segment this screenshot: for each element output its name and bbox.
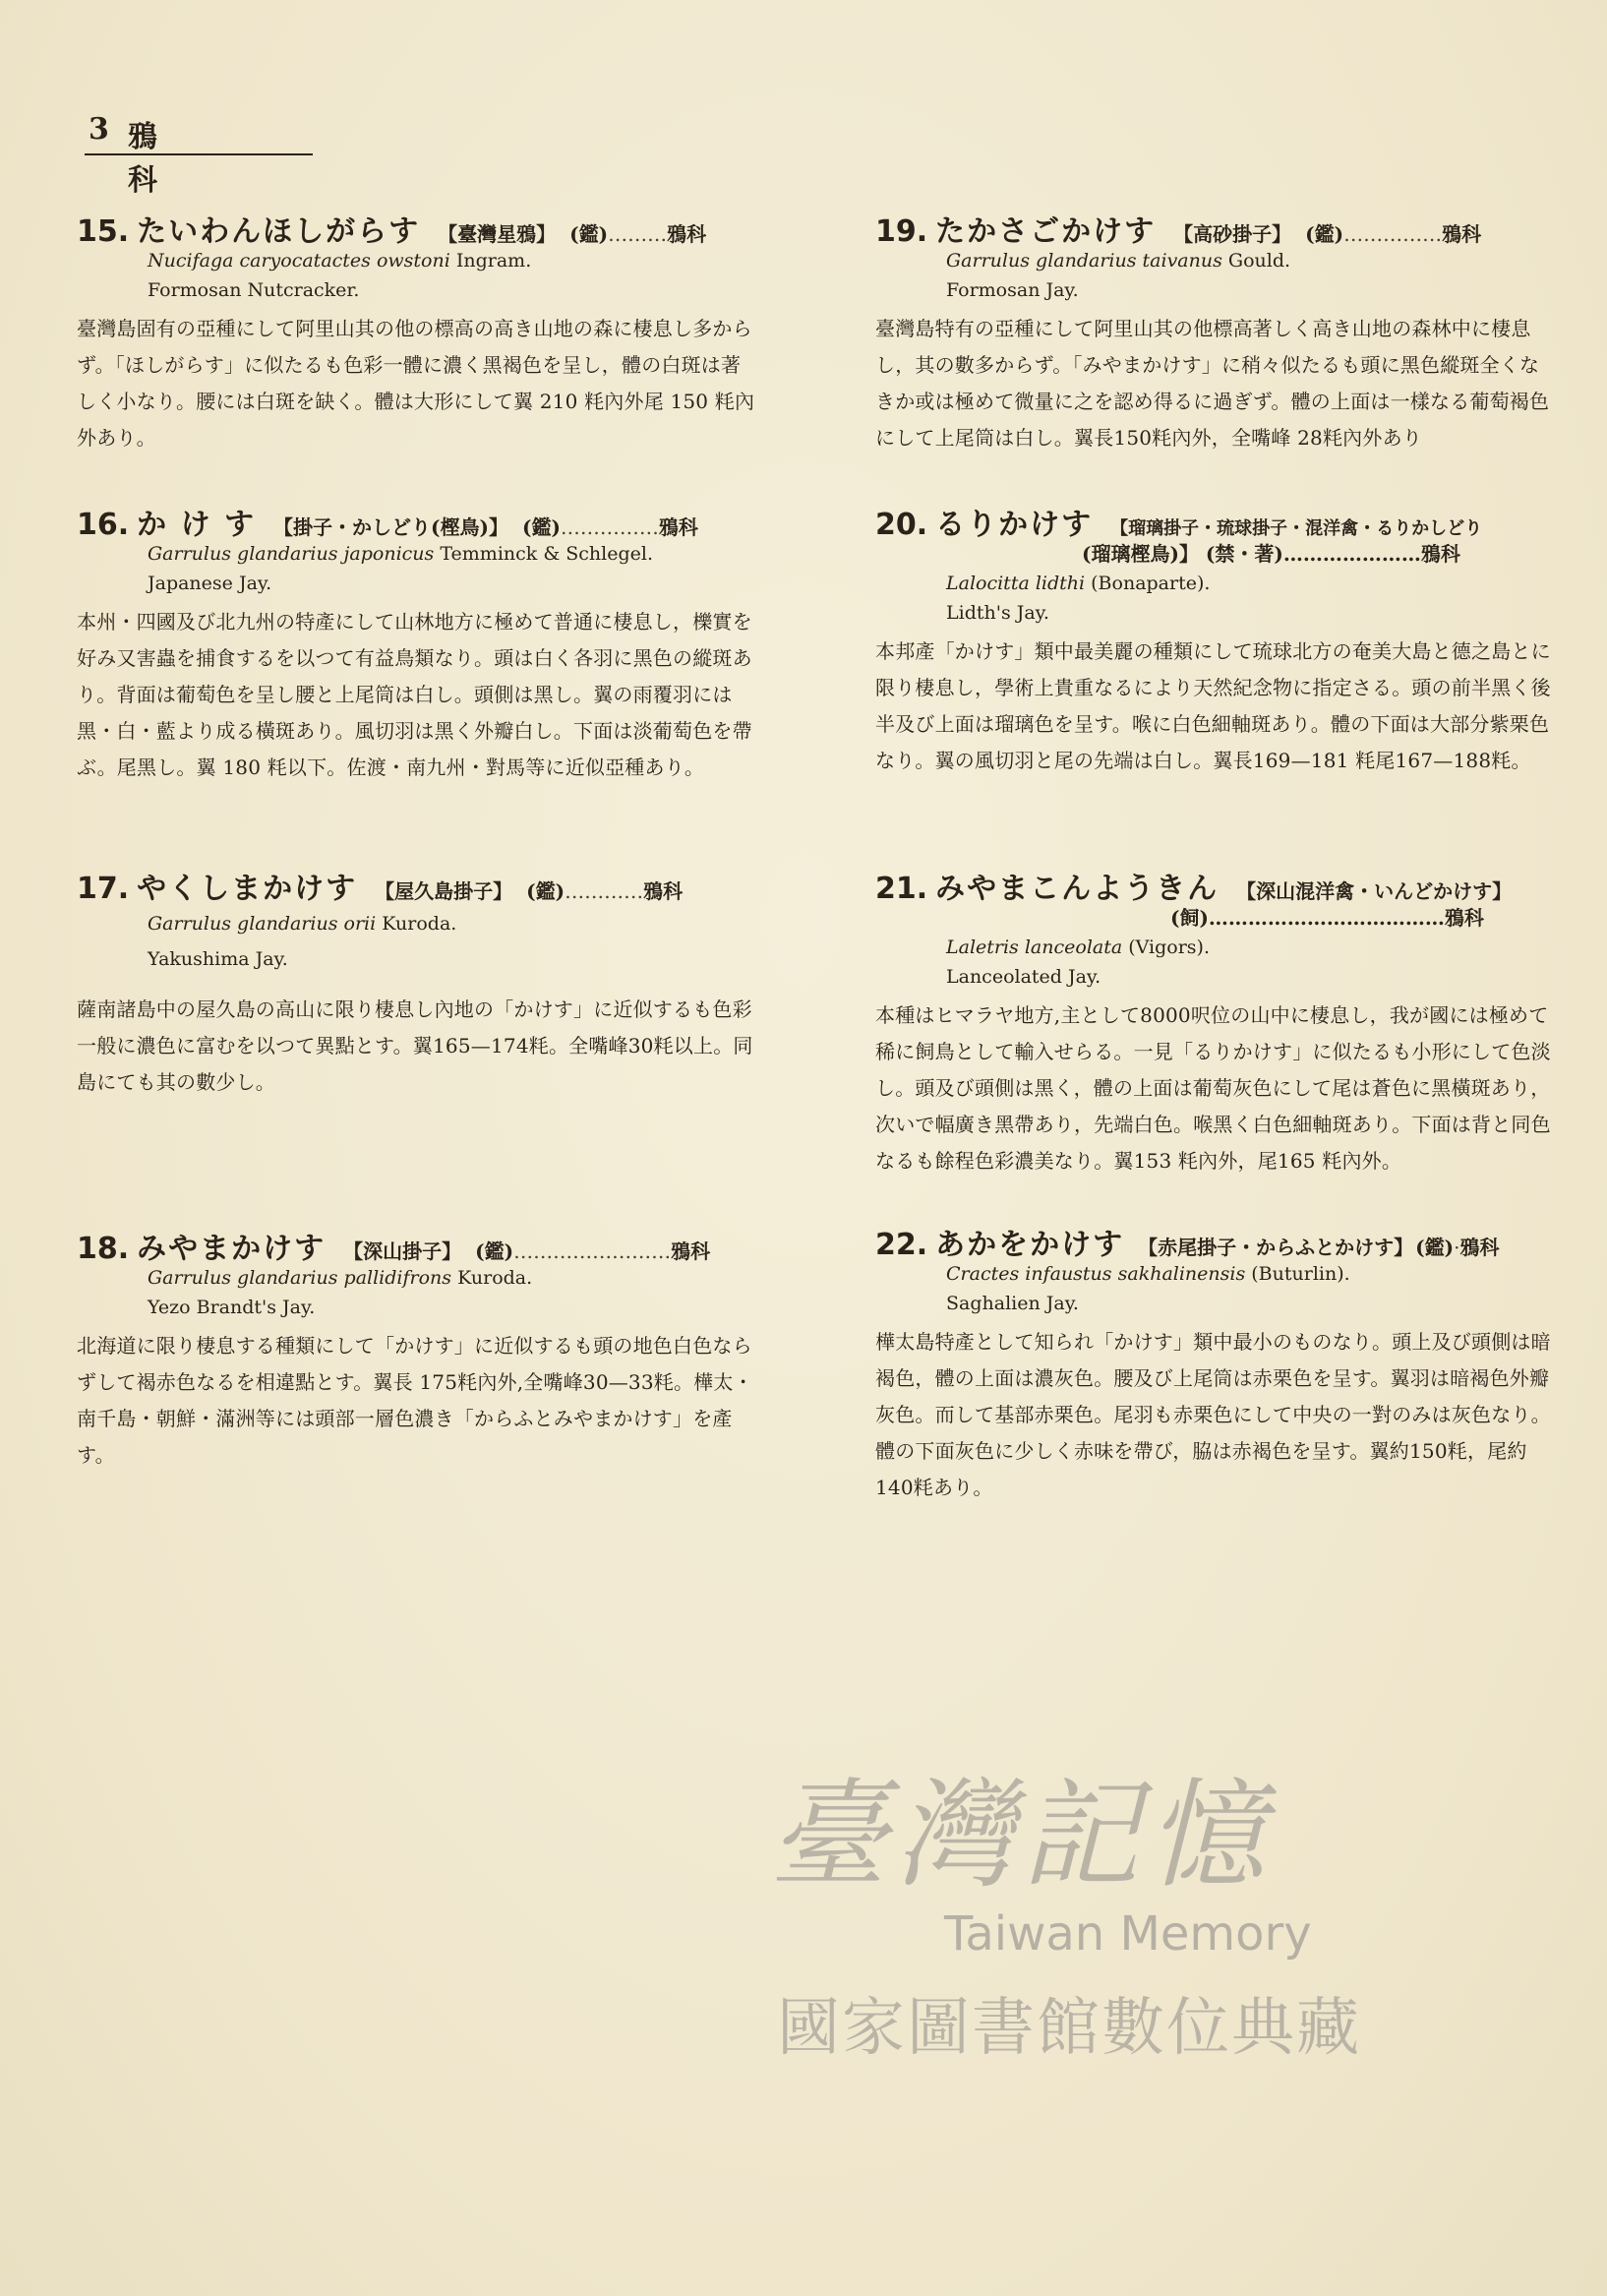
entry-title: [875, 500, 1554, 542]
species-entry-22: [875, 1220, 1554, 1506]
sci-genus: Garrulus: [148, 913, 231, 935]
sci-genus: Lalocitta: [946, 573, 1030, 594]
entry-family: 鴉科: [643, 879, 684, 903]
species-entry-16: [77, 500, 755, 786]
scientific-name: [148, 909, 755, 938]
scientific-name: [946, 246, 1554, 275]
entry-body: 臺灣島特有の亞種にして阿里山其の他標高著しく高き山地の森林中に棲息し，其の數多からず。「みやまかけす」に稍々似たるも頭に黑色縱斑全くなきか或は極めて微量に之を認め得るに過ぎず。體の上面は一樣なる葡萄褐色にして上尾筒は白し。翼長150粍內外，全嘴峰 28粍內外あり: [875, 317, 1550, 450]
species-entry-21: [875, 864, 1554, 1179]
entry-mark: (鑑): [526, 879, 565, 903]
entry-number: 19.: [875, 214, 928, 249]
sci-author: Gould.: [1227, 250, 1291, 272]
sci-author: (Bonaparte).: [1091, 573, 1211, 594]
entry-body: 本種はヒマラヤ地方,主として8000呎位の山中に棲息し，我が國には極めて稀に飼鳥として輸入せらる。一見「るりかけす」に似たるも小形にして色淡し。頭及び頭側は黑く，體の上面は葡萄灰色にして尾は蒼色に黑橫斑あり，次いで幅廣き黑帶あり，先端白色。喉黑く白色細軸斑あり。下面は背と同色なるも餘程色彩濃美なり。翼153 粍內外，尾165 粍內外。: [875, 1003, 1551, 1173]
sci-species: glandarius: [237, 1267, 338, 1289]
scientific-name: [946, 1259, 1554, 1289]
entry-number: 15.: [77, 214, 130, 249]
page-number: 3: [89, 112, 109, 147]
entry-title: [875, 864, 1554, 906]
entry-leader: …………: [565, 879, 644, 903]
entry-kanji: 【高砂掛子】: [1173, 222, 1292, 246]
species-entry-18: [77, 1224, 755, 1474]
entry-name: たいわんほしがらす: [137, 214, 421, 249]
entry-name: あかをかけす: [935, 1228, 1125, 1262]
page-family-title: 鴉 科: [128, 120, 273, 198]
entry-kanji: 【深山混洋禽・いんどかけす】: [1236, 879, 1513, 903]
scientific-name: [148, 246, 755, 275]
entry-body: 本州・四國及び北九州の特產にして山林地方に極めて普通に棲息し，櫟實を好み又害蟲を捕食するを以つて有益鳥類なり。頭は白く各羽に黑色の縱斑あり。背面は葡萄色を呈し腰と上尾筒は白し。頭側は黑し。翼の雨覆羽には黑・白・藍より成る橫斑あり。風切羽は黑く外瓣白し。下面は淡葡萄色を帶ぶ。尾黑し。翼 180 粍以下。佐渡・南九州・對馬等に近似亞種あり。: [77, 610, 752, 779]
entry-family: 鴉科: [1459, 1236, 1500, 1259]
sci-subspecies: sakhalinensis: [1117, 1263, 1246, 1285]
entry-family: 鴉科: [658, 515, 698, 539]
sci-species: glandarius: [237, 913, 338, 935]
page-header: [85, 110, 313, 198]
sci-genus: Garrulus: [148, 1267, 231, 1289]
species-entry-15: [77, 207, 755, 456]
entry-body: 北海道に限り棲息する種類にして「かけす」に近似するも頭の地色白色ならずして褐赤色なるを相違點とす。翼長 175粍內外,全嘴峰30—33粍。樺太・南千島・朝鮮・滿洲等には頭部一層色濃き「からふとみやまかけす」を產す。: [77, 1334, 753, 1467]
entry-leader: ·: [1454, 1236, 1460, 1259]
entry-title: [875, 207, 1554, 249]
entry-mark: (鑑): [475, 1239, 514, 1263]
entry-body: 本邦產「かけす」類中最美麗の種類にして琉球北方の奄美大島と德之島とに限り棲息し，學術上貴重なるにより天然紀念物に指定さる。頭の前半黑く後半及び上面は瑠璃色を呈す。喉に白色細軸斑あり。體の下面は大部分紫栗色なり。翼の風切羽と尾の先端は白し。翼長169—181 粍尾167—188粍。: [875, 639, 1551, 772]
sci-subspecies: taivanus: [1142, 250, 1222, 272]
entry-kanji: 【屋久島掛子】: [375, 879, 513, 903]
species-entry-19: [875, 207, 1554, 456]
sci-species: lanceolata: [1024, 937, 1123, 958]
english-name: Yakushima Jay.: [148, 948, 288, 970]
sci-species: glandarius: [1036, 250, 1137, 272]
sci-species: lidthi: [1035, 573, 1086, 594]
watermark-script: 臺灣記憶: [769, 1768, 1273, 1904]
entry-number: 21.: [875, 872, 928, 906]
entry-family: 鴉科: [667, 222, 707, 246]
entry-kanji: 【瑠璃掛子・琉球掛子・混洋禽・るりかしどり: [1110, 518, 1483, 539]
entry-mark: (鑑): [569, 222, 609, 246]
sci-author: Kuroda.: [382, 913, 457, 935]
taiwan-memory-watermark: [747, 1741, 1495, 2135]
entry-body: 臺灣島固有の亞種にして阿里山其の他の標高の高き山地の森に棲息し多からず。「ほしがらす」に似たるも色彩一體に濃く黑褐色を呈し，體の白斑は著しく小なり。腰には白斑を缺く。體は大形にして翼 210 粍內外尾 150 粍內外あり。: [77, 317, 755, 450]
english-name: Japanese Jay.: [148, 573, 272, 594]
entry-leader: ……………………: [513, 1239, 672, 1263]
entry-name: るりかけす: [935, 508, 1094, 542]
entry-leader: ………: [608, 222, 668, 246]
entry-family: 鴉科: [671, 1239, 711, 1263]
english-name: Lidth's Jay.: [946, 602, 1049, 624]
entry-title-line2: (飼)………………………………鴉科: [1170, 906, 1484, 930]
sci-genus: Garrulus: [946, 250, 1030, 272]
english-name: Formosan Nutcracker.: [148, 279, 360, 301]
entry-body: 薩南諸島中の屋久島の高山に限り棲息し內地の「かけす」に近似するも色彩一般に濃色に富むを以つて異點とす。翼165—174粍。全嘴峰30粍以上。同島にても其の數少し。: [77, 997, 753, 1094]
sci-subspecies: japonicus: [343, 543, 435, 565]
entry-number: 22.: [875, 1228, 928, 1262]
sci-genus: Cractes: [946, 1263, 1020, 1285]
scientific-name: [946, 569, 1554, 598]
entry-number: 20.: [875, 508, 928, 542]
watermark-chinese: 國家圖書館數位典藏: [777, 1992, 1361, 2065]
entry-title: [77, 1224, 755, 1266]
entry-title-line2: (瑠璃樫鳥)】 (禁・著)…………………鴉科: [1082, 542, 1460, 566]
entry-name: か け す: [137, 508, 257, 542]
entry-name: やくしまかけす: [137, 872, 358, 906]
english-name: Lanceolated Jay.: [946, 966, 1101, 988]
entry-kanji: 【掛子・かしどり(樫鳥)】: [273, 515, 508, 539]
entry-family: 鴉科: [1442, 222, 1482, 246]
scientific-name: [148, 1263, 755, 1293]
entry-number: 16.: [77, 508, 130, 542]
entry-kanji: 【赤尾掛子・からふとかけす】: [1138, 1236, 1414, 1259]
sci-author: (Buturlin).: [1251, 1263, 1350, 1285]
entry-kanji: 【臺灣星鴉】: [438, 222, 557, 246]
entry-name: みやまこんようきん: [935, 872, 1220, 906]
sci-species: caryocatactes: [239, 250, 371, 272]
species-entry-20: [875, 500, 1554, 779]
sci-subspecies: pallidifrons: [343, 1267, 452, 1289]
sci-genus: Garrulus: [148, 543, 231, 565]
sci-author: Ingram.: [455, 250, 532, 272]
entry-body: 樺太島特產として知られ「かけす」類中最小のものなり。頭上及び頭側は暗褐色，體の上面は濃灰色。腰及び上尾筒は赤栗色を呈す。翼羽は暗褐色外瓣灰色。而して基部赤栗色。尾羽も赤栗色にして中央の一對のみは灰色なり。體の下面灰色に少しく赤味を帶び，脇は赤褐色を呈す。翼約150粍，尾約140粍あり。: [875, 1330, 1551, 1499]
entry-title: [77, 864, 755, 906]
english-name: Saghalien Jay.: [946, 1293, 1079, 1314]
entry-leader: ……………: [1343, 222, 1443, 246]
entry-title: [77, 500, 755, 542]
entry-name: みやまかけす: [137, 1232, 327, 1266]
sci-author: Temminck & Schlegel.: [440, 543, 654, 565]
watermark-english: Taiwan Memory: [944, 1906, 1312, 1962]
sci-species: infaustus: [1025, 1263, 1112, 1285]
sci-author: (Vigors).: [1128, 937, 1211, 958]
entry-title: [77, 207, 755, 249]
entry-number: 18.: [77, 1232, 130, 1266]
sci-genus: Nucifaga: [148, 250, 234, 272]
entry-leader: ……………: [560, 515, 659, 539]
entry-mark: (鑑): [521, 515, 561, 539]
english-name: Formosan Jay.: [946, 279, 1079, 301]
entry-mark: (鑑): [1305, 222, 1344, 246]
sci-genus: Laletris: [946, 937, 1019, 958]
scientific-name: [946, 933, 1554, 962]
sci-author: Kuroda.: [457, 1267, 533, 1289]
species-entry-17: [77, 864, 755, 1101]
entry-title: [875, 1220, 1554, 1262]
entry-kanji: 【深山掛子】: [343, 1239, 462, 1263]
entry-number: 17.: [77, 872, 130, 906]
english-name: Yezo Brandt's Jay.: [148, 1297, 316, 1318]
sci-subspecies: orii: [343, 913, 377, 935]
sci-subspecies: owstoni: [376, 250, 450, 272]
entry-mark: (鑑): [1415, 1236, 1455, 1259]
sci-species: glandarius: [237, 543, 338, 565]
scientific-name: [148, 539, 755, 569]
entry-name: たかさごかけす: [935, 214, 1157, 249]
